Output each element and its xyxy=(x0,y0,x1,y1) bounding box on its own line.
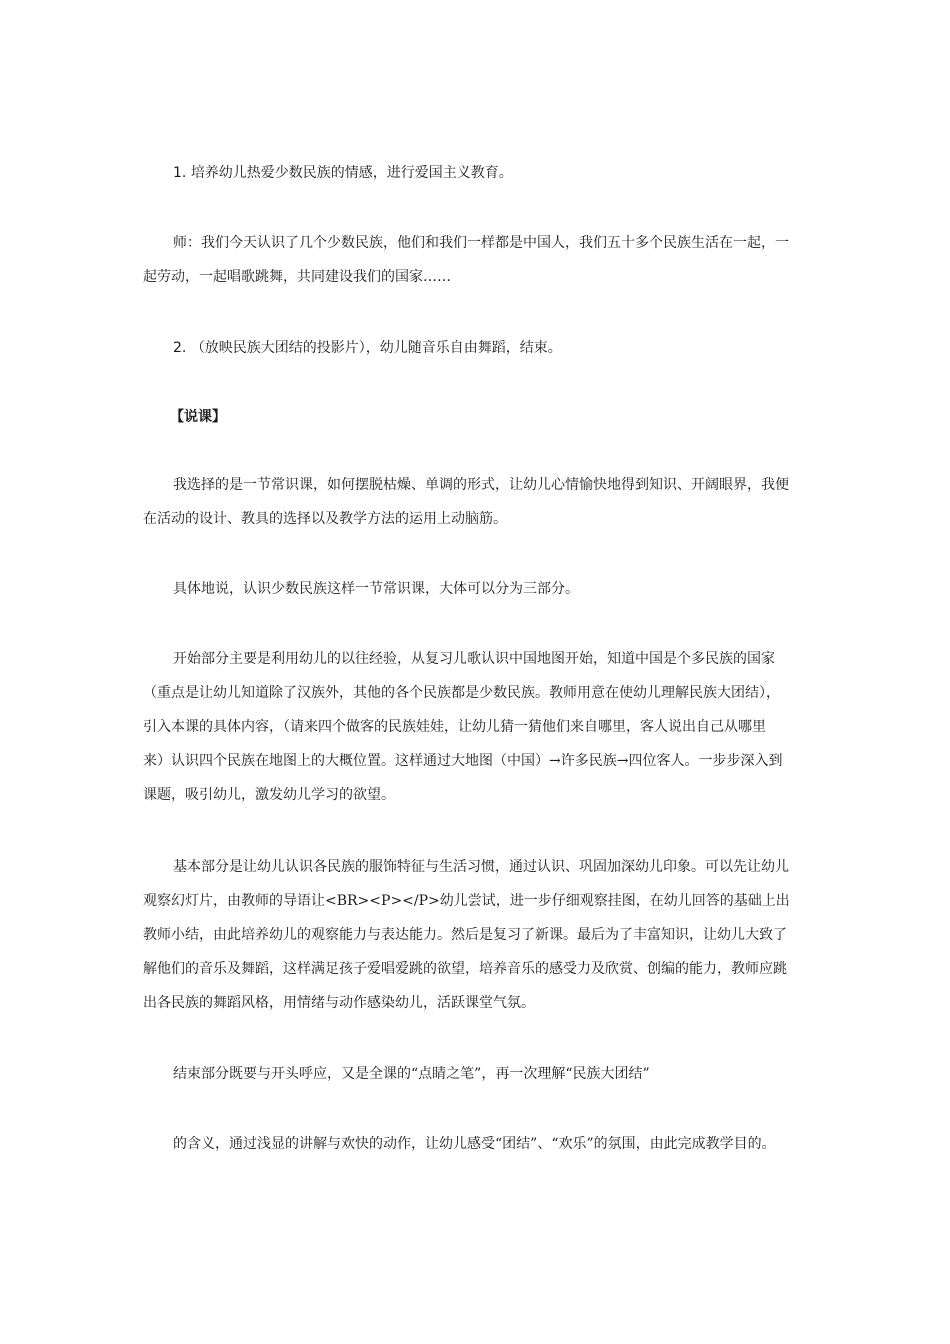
paragraph-line: 开始部分主要是利用幼儿的以往经验，从复习儿歌认识中国地图开始，知道中国是个多民族的国家 xyxy=(173,651,775,667)
paragraph-line: 在活动的设计、教具的选择以及教学方法的运用上动脑筋。 xyxy=(143,511,507,527)
paragraph-line: 出各民族的舞蹈风格，用情绪与动作感染幼儿，活跃课堂气氛。 xyxy=(143,995,535,1011)
paragraph-line: 师：我们今天认识了几个少数民族，他们和我们一样都是中国人，我们五十多个民族生活在一起，一 xyxy=(173,235,789,251)
paragraph-line: 观察幻灯片，由教师的导语让<BR><P></P>幼儿尝试，进一步仔细观察挂图，在幼儿回答的基础上出 xyxy=(143,893,790,909)
intro-paragraph xyxy=(143,468,823,536)
ending-part-continuation: 的含义，通过浅显的讲解与欢快的动作，让幼儿感受“团结”、“欢乐”的氛围，由此完成教学目的。 xyxy=(173,1136,776,1152)
teacher-speech-paragraph xyxy=(143,226,823,294)
paragraph-line: 解他们的音乐及舞蹈，这样满足孩子爱唱爱跳的欲望，培养音乐的感受力及欣赏、创编的能力，教师应跳 xyxy=(143,961,787,977)
list-number: 2. xyxy=(173,340,187,356)
paragraph-line: 起劳动，一起唱歌跳舞，共同建设我们的国家…… xyxy=(143,269,451,285)
list-item-text: （放映民族大团结的投影片），幼儿随音乐自由舞蹈，结束。 xyxy=(190,340,562,356)
paragraph-line: 课题，吸引幼儿，激发幼儿学习的欲望。 xyxy=(143,787,395,803)
list-number: 1. xyxy=(173,165,187,181)
section-heading: 【说课】 xyxy=(170,409,226,425)
basic-part-paragraph xyxy=(143,850,823,1020)
paragraph-line: 基本部分是让幼儿认识各民族的服饰特征与生活习惯，通过认识、巩固加深幼儿印象。可以先让幼儿 xyxy=(173,859,789,875)
ending-part-paragraph: 结束部分既要与开头呼应，又是全课的“点睛之笔”，再一次理解“民族大团结” xyxy=(173,1066,650,1082)
list-item-text: 培养幼儿热爱少数民族的情感，进行爱国主义教育。 xyxy=(190,165,513,181)
paragraph-line: 来）认识四个民族在地图上的大概位置。这样通过大地图（中国）→许多民族→四位客人。一步步深入到 xyxy=(143,753,783,769)
paragraph-line: 教师小结，由此培养幼儿的观察能力与表达能力。然后是复习了新课。最后为了丰富知识，让幼儿大致了 xyxy=(143,927,787,943)
paragraph-line: （重点是让幼儿知道除了汉族外，其他的各个民族都是少数民族。教师用意在使幼儿理解民族大团结）， xyxy=(143,685,780,701)
overview-paragraph: 具体地说，认识少数民族这样一节常识课，大体可以分为三部分。 xyxy=(173,581,579,597)
paragraph-line: 我选择的是一节常识课，如何摆脱枯燥、单调的形式，让幼儿心情愉快地得到知识、开阔眼界，我便 xyxy=(173,477,789,493)
list-item-2 xyxy=(143,331,823,365)
paragraph-line: 引入本课的具体内容，（请来四个做客的民族娃娃，让幼儿猜一猜他们来自哪里，客人说出自己从哪里 xyxy=(143,719,766,735)
list-item-1 xyxy=(143,156,823,190)
opening-part-paragraph xyxy=(143,642,823,812)
